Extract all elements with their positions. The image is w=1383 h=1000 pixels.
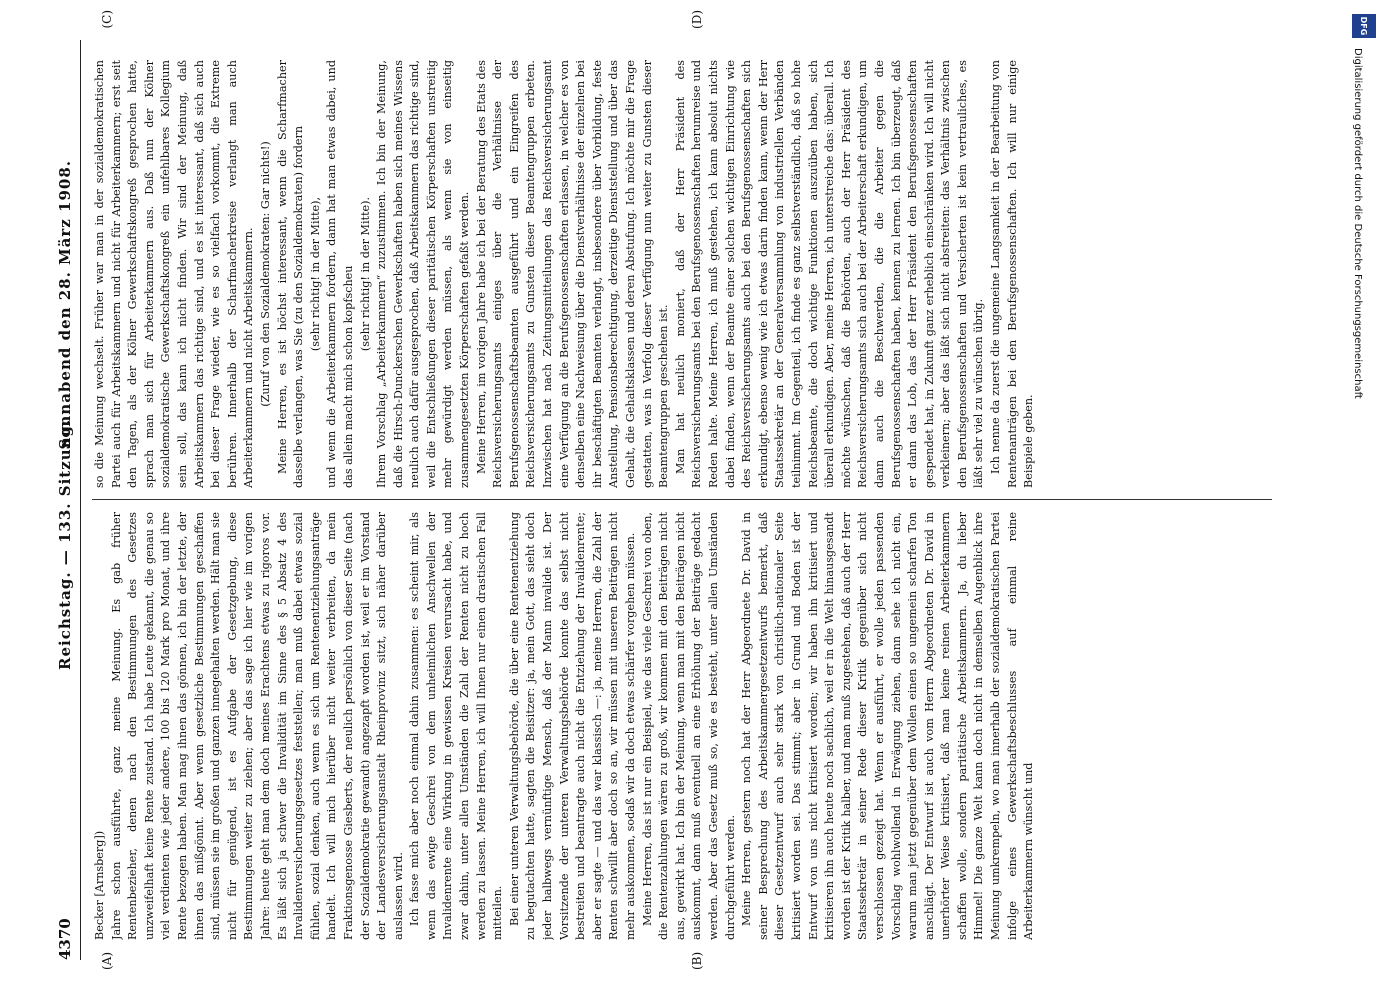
interjection: (Zuruf von den Sozialdemokraten: Gar nichts!) [258,141,272,407]
margin-letter-d: (D) [690,10,704,29]
paragraph: Ich nenne da zuerst die ungemeine Langsamkeit in der Bearbeitung von Rentenanträgen bei den Berufsgenossenschaften. Ich will nur einige Beispiele geben. [989,60,1036,488]
paragraph: so die Meinung wechselt. Früher war man in der sozialdemokratischen Partei auch für Arbeitskammern und nicht für Arbeiterkammern; erst seit den Tagen, als der Kölner Gewerkschaftskongreß gesprochen hatte, sprach man sich für Arbeiterkammern aus. Daß nun der Kölner sozialdemokratische Gewerkschaftskongreß ein unfehlbares Kollegium sein soll, das kann ich nicht finden. Wir sind der Meinung, daß Arbeitskammern das richtige sind, und es ist interessant, daß sich auch bei dieser Frage wieder, wie es so vielfach vorkommt, die Extreme berühren. Innerhalb der Scharfmacherkreise verlangt man auch Arbeiterkammern und nicht Arbeitskammern. [93,60,256,488]
paragraph: Ihrem Vorschlag „Arbeiterkammern“ zuzustimmen. Ich bin der Meinung, daß die Hirsch-Dunckerschen Gewerkschaften haben sich meines Wissens neulich auch dafür ausgesprochen, daß Arbeitskammern das richtige sind, weil die Entschließungen dieser paritätischen Körperschaften unstreitig mehr gewürdigt werden müssen, als wenn sie von einseitig zusammengesetzten Körperschaften gefaßt werden. [375,60,472,488]
margin-letter-a: (A) [100,951,114,970]
paragraph: und wenn die Arbeiterkammern fordern, dann hat man etwas dabei, und das allein macht mich schon kopfscheu [325,60,355,488]
right-column [92,60,1272,488]
interjection: (sehr richtig! in der Mitte). [358,196,372,352]
paragraph: Jahre schon ausführte, ganz meine Meinung. Es gab früher Rentenbezieher, denen nach den Bestimmungen des Gesetzes unzweifelhaft keine Rente zustand. Ich habe Leute gekannt, die genau so viel verdienten wie jeder andere, 100 bis 120 Mark pro Monat, und ihre Rente bezogen haben. Man mag ihnen das gönnen, ich bin der letzte, der ihnen das mißgönnt. Aber wenn gesetzliche Bestimmungen geschaffen sind, müssen sie im großen und ganzen innegehalten werden. Hält man sie nicht für genügend, ist es Aufgabe der Gesetzgebung, diese Bestimmungen weiter zu ziehen; aber das sage ich hier wie im vorigen Jahre: heute geht man dem doch meines Erachtens etwas zu rigoros vor. Es läßt sich ja schwer die Invalidität im Sinne des § 5 Absatz 4 des Invalidenversicherungsgesetzes feststellen; man muß dabei etwas sozial fühlen, sozial denken, auch wenn es sich um Rentenentziehungsanträge handelt. Ich will mich hierüber nicht weiter verbreiten, da mein Fraktionsgenosse Giesberts, der neulich persönlich von dieser Seite (nach der Sozialdemokratie gewandt) angezapft worden ist, weil er im Vorstand der Landesversicherungsanstalt Rheinprovinz sitzt, sich näher darüber auslassen wird. [109,512,405,940]
digitization-credit: Digitalisierung gefördert durch die Deutsche Forschungsgemeinschaft [1352,48,1363,399]
page-header [54,40,80,960]
paragraph: Man hat neulich moniert, daß der Herr Präsident des Reichsversicherungsamts bei den Berufsgenossenschaften herumreise und Reden halte. Meine Herren, ich muß gestehen, ich kann absolut nichts dabei finden, wenn der Beamte einer solchen wichtigen Einrichtung wie des Reichsversicherungsamts auch bei den Berufsgenossenschaften sich erkundigt, ebenso wenig wie ich etwas darin finden kann, wenn der Herr Staatssekretär an der Generalversammlung von industriellen Verbänden teilnimmt. Im Gegenteil, ich finde es ganz selbstverständlich, daß so hohe Reichsbeamte, die doch wichtige Funktionen auszuüben haben, sich überall erkundigen. Aber, meine Herren, ich unterstreiche das: überall. Ich möchte wünschen, daß die Behörden, auch der Herr Präsident des Reichsversicherungsamts sich auch bei der Arbeiterschaft erkundigen, um dann auch die Beschwerden, die die Arbeiter gegen die Berufsgenossenschaften haben, kennen zu lernen. Ich bin überzeugt, daß er dann das Lob, das der Herr Präsident den Berufsgenossenschaften gespendet hat, in Zukunft ganz erheblich einschränken wird. Ich will nicht verkleinern; aber das läßt sich nicht abstreiten: das Verhältnis zwischen den Berufsgenossenschaften und Versicherten ist kein vertrauliches, es läßt sehr viel zu wünschen übrig. [673,60,986,488]
header-rule [80,40,81,960]
digitization-sidebar [1348,8,1378,992]
page-title: Reichstag. — 133. Sitzung. [56,418,74,670]
margin-letter-b: (B) [690,951,704,970]
paragraph: Ich fasse mich aber noch einmal dahin zusammen: es scheint mir, als wenn das ewige Geschrei von dem unheimlichen Anschwellen der Invalidenrente eine Wirkung in gewissen Kreisen verursacht habe, und zwar dahin, unter allen Umständen die Zahl der Renten nicht zu hoch werden zu lassen. Meine Herren, ich will Ihnen nur einen drastischen Fall mitteilen. [408,512,505,940]
left-column [92,512,1272,940]
speaker-name: Becker [Arnsberg]) [93,830,106,940]
page-number: 4370 [56,918,74,960]
paragraph: Meine Herren, gestern noch hat der Herr Abgeordnete Dr. David in seiner Besprechung des Arbeitskammergesetzentwurfs bemerkt, daß dieser Gesetzentwurf auch sehr stark von christlich-nationaler Seite kritisiert worden sei. Das stimmt; aber in Grund und Boden ist der Entwurf von uns nicht kritisiert worden; wir haben ihn kritisiert und kritisieren ihn auch heute noch sachlich, weil er in die Welt hinausgesandt worden ist der Kritik halber, und man muß zugestehen, daß auch der Herr Staatssekretär in seiner Rede dieser Kritik gegenüber sich nicht verschlossen gezeigt hat. Wenn er ausführt, er wolle jeden passenden Vorschlag wohlwollend in Erwägung ziehen, dann sehe ich nicht ein, warum man jetzt gegenüber dem Wollen einen so ungemein scharfen Ton anschlägt. Der Entwurf ist auch vom Herrn Abgeordneten Dr. David in unerhörter Weise kritisiert, daß man keine reinen Arbeiterkammern schaffen wolle, sondern paritätische Arbeitskammern. Ja, du lieber Himmel! Die ganze Welt kann doch nicht in demselben Augenblick ihre Meinung umkrempeln, wo man innerhalb der sozialdemokratischen Partei infolge eines Gewerkschaftsbeschlusses auf einmal reine Arbeiterkammern wünscht und [740,512,1036,940]
paragraph: Meine Herren, das ist nur ein Beispiel, wie das viele Geschrei von oben, die Rentenzahlungen wären zu groß, wir kommen mit den Beiträgen nicht aus, gewirkt hat. Ich bin der Meinung, wenn man mit den Beiträgen nicht auskommt, dann muß eventuell an eine Erhöhung der Beiträge gedacht werden. Aber das Gesetz muß so, wie es besteht, unter allen Umständen durchgeführt werden. [640,512,737,940]
session-date: Sonnabend den 28. März 1908. [56,160,74,450]
dfg-logo-icon: DFG [1352,14,1376,38]
margin-letter-c: (C) [100,10,114,29]
paragraph: Meine Herren, im vorigen Jahre habe ich bei der Beratung des Etats des Reichsversicherungsamts einiges über die Verhältnisse der Berufsgenossenschaftsbeamten ausgeführt und ein Eingreifen des Reichsversicherungsamts zu Gunsten dieser Beamtengruppen erbeten. Inzwischen hat nach Zeitungsmitteilungen das Reichsversicherungsamt eine Verfügung an die Berufsgenossenschaften erlassen, in welcher es von denselben eine Nachweisung über die Dienstverhältnisse der einzelnen bei ihr beschäftigten Beamten verlangt, insbesondere über Vorbildung, feste Anstellung, Pensionsberechtigung, derzeitige Dienststellung und über das Gehalt, die Gehaltsklassen und deren Abstufung. Ich möchte mir die Frage gestatten, was in Verfolg dieser Verfügung nun weiter zu Gunsten dieser Beamtengruppen geschehen ist. [474,60,671,488]
paragraph: Meine Herren, es ist höchst interessant, wenn die Scharfmacher dasselbe verlangen, was Sie (zu den Sozialdemokraten) fordern [275,60,306,488]
column-rule [92,499,1272,500]
paragraph: Bei einer unteren Verwaltungsbehörde, die über eine Rentenentziehung zu begutachten hatte, sagten die Beisitzer: ja, mein Gott, das sieht doch jeder halbwegs vernünftige Mensch, daß der Mann invalide ist. Der Vorsitzende der unteren Verwaltungsbehörde konnte das selbst nicht bestreiten und beantragte auch nicht die Entziehung der Invalidenrente; aber er sagte — und das war klassisch —: ja, meine Herren, die Zahl der Renten schwillt aber doch so an, wir müssen mit unseren Beiträgen nicht mehr auskommen, sodaß wir da doch etwas schärfer vorgehen müssen. [507,512,637,940]
interjection: (sehr richtig! in der Mitte), [308,196,322,352]
